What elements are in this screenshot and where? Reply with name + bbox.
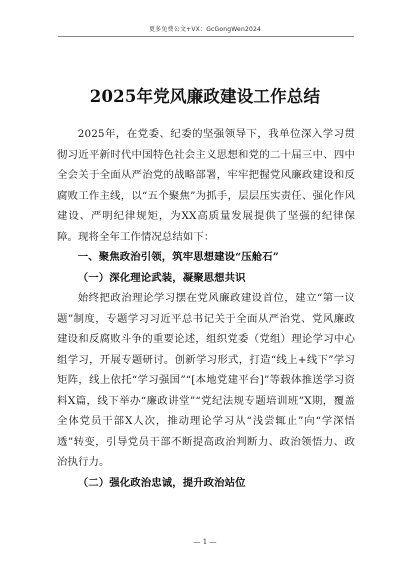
- subsection-body-1: 始终把政治理论学习摆在党风廉政建设首位，建立“第一议题”制度，专题学习习近平总书记关于全面从严治党、党风廉政建设和反腐败斗争的重要论述，组织党委（党组）理论学习中心组学习，开展专题研讨。创新学习形式，打造“线上+线下”学习矩阵，线上依托“学习强国”“[本地党建平台]”等载体推送学习资料X篇，线下举办“廉政讲堂”“党纪法规专题培训班”X期，覆盖全体党员干部X人次，推动理论学习从“浅尝辄止”向“学深悟透”转变，引导党员干部不断提高政治判断力、政治领悟力、政治执行力。: [57, 292, 355, 468]
- header-divider: [58, 36, 354, 37]
- subsection-heading-2: （二）强化政治忠诚，提升政治站位: [77, 476, 246, 489]
- subsection-heading-1: （一）深化理论武装，凝聚思想共识: [77, 271, 246, 284]
- document-body: [57, 124, 355, 493]
- document-title: 2025年党风廉政建设工作总结: [89, 87, 321, 106]
- section-heading-1: 一、聚焦政治引领，筑牢思想建设“压舱石”: [77, 251, 279, 263]
- page-header-text: 更多免费公文+VX：GcGongWen2024: [148, 26, 262, 33]
- intro-paragraph: 2025年，在党委、纪委的坚强领导下，我单位深入学习贯彻习近平新时代中国特色社会主义思想和党的二十届三中、四中全会关于全面从严治党的战略部署，牢牢把握党风廉政建设和反腐败工作主线，以“五个聚焦”为抓手，层层压实责任、强化作风建设、严明纪律规矩，为XX高质量发展提供了坚强的纪律保障。现将全年工作情况总结如下：: [57, 128, 355, 243]
- page-number: — 1 —: [193, 538, 217, 546]
